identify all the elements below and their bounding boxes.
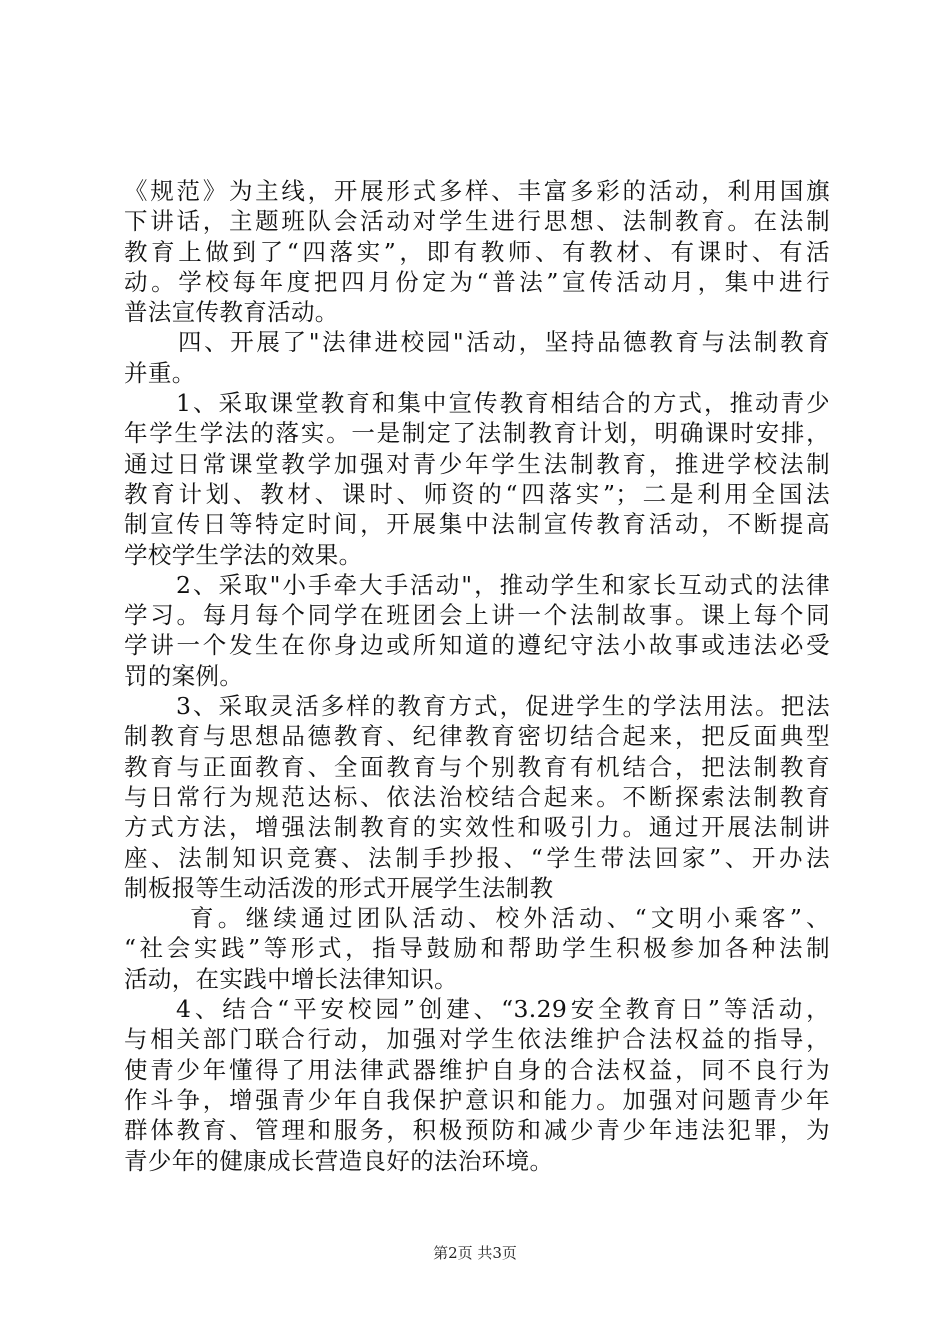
- text-line: 学习。每月每个同学在班团会上讲一个法制故事。课上每个同: [124, 601, 830, 630]
- text-line: 使青少年懂得了用法律武器维护自身的合法权益，同不良行为: [124, 1055, 830, 1084]
- page-number-footer: 第2页 共3页: [433, 1244, 517, 1262]
- text-line: 学校学生学法的效果。: [124, 540, 363, 569]
- text-line: 制教育与思想品德教育、纪律教育密切结合起来，把反面典型: [124, 722, 830, 751]
- text-line: 4、结合“平安校园”创建、“3.29安全教育日”等活动，: [176, 995, 830, 1024]
- text-line: 3、采取灵活多样的教育方式，促进学生的学法用法。把法: [176, 692, 830, 721]
- text-line: 青少年的健康成长营造良好的法治环境。: [124, 1146, 554, 1175]
- text-line: 教育上做到了“四落实”，即有教师、有教材、有课时、有活: [124, 237, 830, 266]
- text-line: 作斗争，增强青少年自我保护意识和能力。加强对问题青少年: [124, 1085, 830, 1114]
- text-line: 2、采取"小手牵大手活动"，推动学生和家长互动式的法律: [176, 570, 830, 599]
- section-heading-line: 并重。: [124, 358, 196, 387]
- text-line: 学讲一个发生在你身边或所知道的遵纪守法小故事或违法必受: [124, 631, 830, 660]
- text-line: 年学生学法的落实。一是制定了法制教育计划，明确课时安排，: [124, 419, 830, 448]
- text-line: 座、法制知识竞赛、法制手抄报、“学生带法回家”、开办法: [124, 843, 830, 872]
- text-line: 活动，在实践中增长法律知识。: [124, 964, 458, 993]
- text-line: “社会实践”等形式，指导鼓励和帮助学生积极参加各种法制: [124, 934, 830, 963]
- text-line: 普法宣传教育活动。: [124, 298, 339, 327]
- text-line: 育。继续通过团队活动、校外活动、“文明小乘客”、: [190, 904, 830, 933]
- text-line: 教育与正面教育、全面教育与个别教育有机结合，把法制教育: [124, 752, 830, 781]
- text-line: 与相关部门联合行动，加强对学生依法维护合法权益的指导，: [124, 1025, 830, 1054]
- text-line: 制宣传日等特定时间，开展集中法制宣传教育活动，不断提高: [124, 510, 830, 539]
- text-line: 动。学校每年度把四月份定为“普法”宣传活动月，集中进行: [124, 267, 830, 296]
- text-line: 教育计划、教材、课时、师资的“四落实”；二是利用全国法: [124, 479, 830, 508]
- body-text: [124, 176, 830, 1176]
- text-line: 与日常行为规范达标、依法治校结合起来。不断探索法制教育: [124, 782, 830, 811]
- text-line: 制板报等生动活泼的形式开展学生法制教: [124, 873, 554, 902]
- text-line: 群体教育、管理和服务，积极预防和减少青少年违法犯罪，为: [124, 1116, 830, 1145]
- text-line: 罚的案例。: [124, 661, 244, 690]
- text-line: 通过日常课堂教学加强对青少年学生法制教育，推进学校法制: [124, 449, 830, 478]
- section-heading-line: 四、开展了"法律进校园"活动，坚持品德教育与法制教育: [178, 328, 830, 357]
- text-line: 1、采取课堂教育和集中宣传教育相结合的方式，推动青少: [176, 389, 830, 418]
- text-line: 方式方法，增强法制教育的实效性和吸引力。通过开展法制讲: [124, 813, 830, 842]
- text-line: 《规范》为主线，开展形式多样、丰富多彩的活动，利用国旗: [124, 177, 830, 205]
- text-line: 下讲话，主题班队会活动对学生进行思想、法制教育。在法制: [124, 207, 830, 236]
